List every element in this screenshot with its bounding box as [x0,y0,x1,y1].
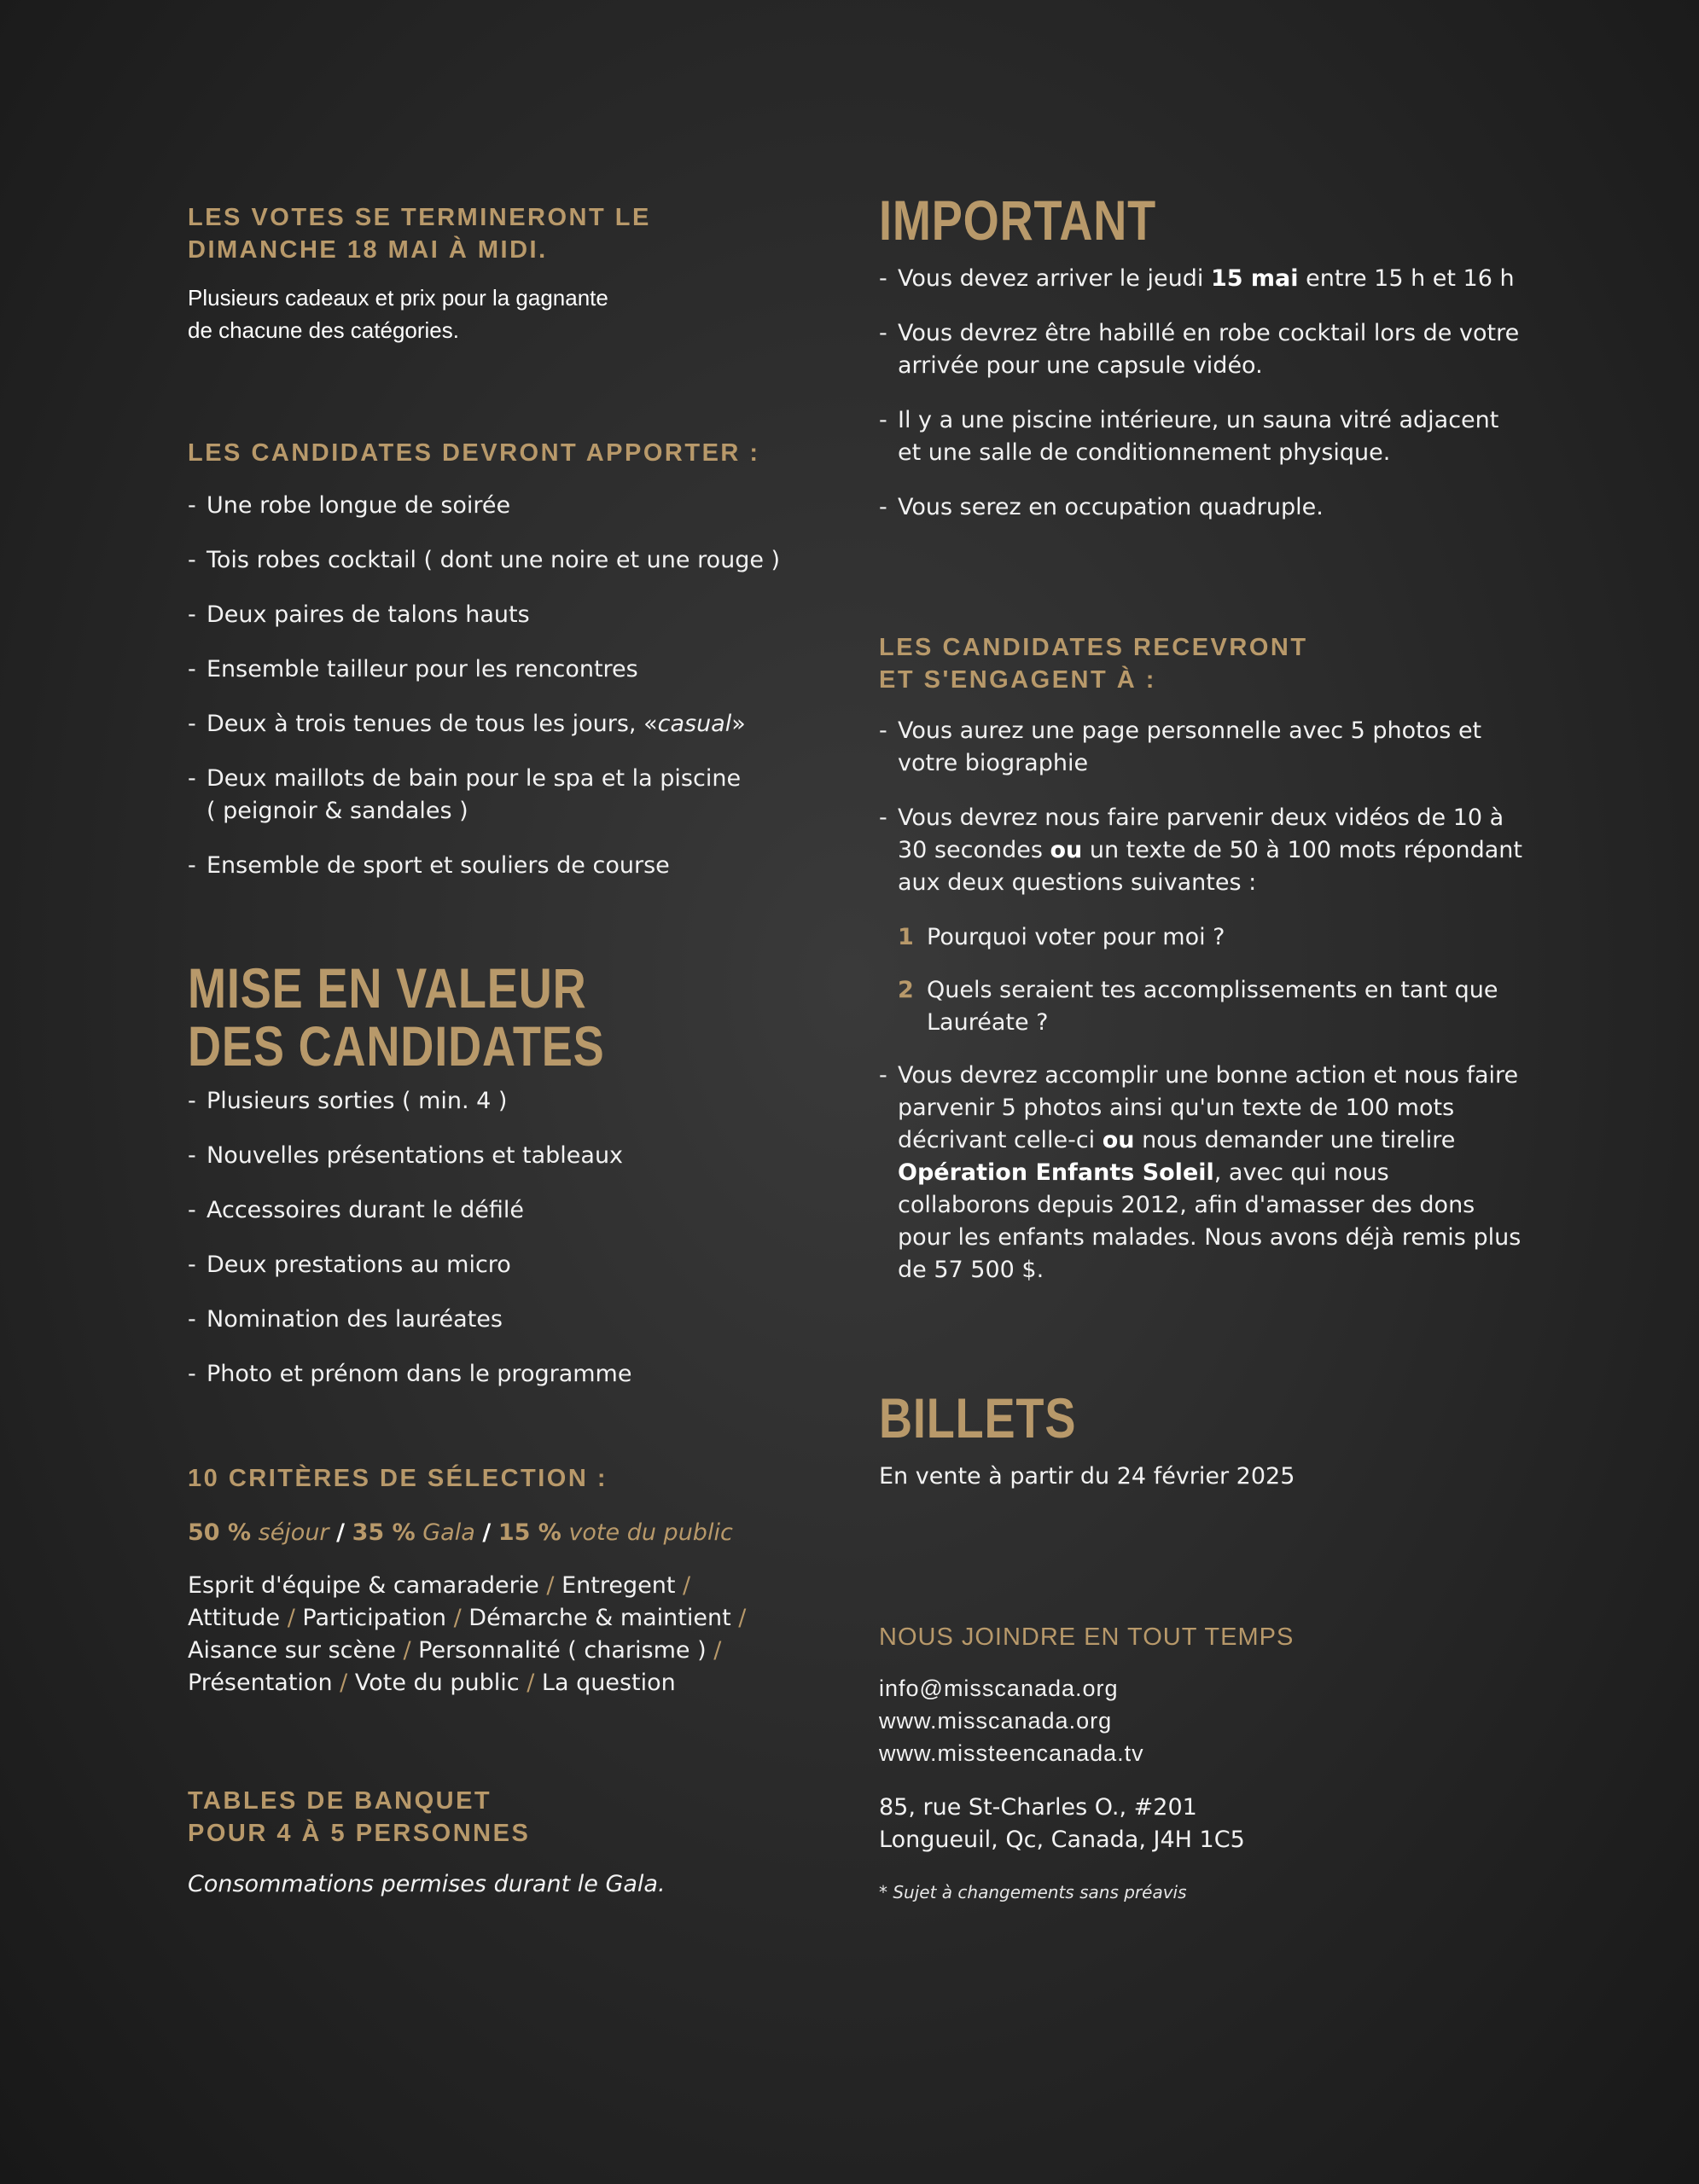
bring-list [188,490,819,882]
votes-text: Plusieurs cadeaux et prix pour la gagnante de chacune des catégories. [188,285,608,343]
tables-heading: TABLES DE BANQUET POUR 4 À 5 PERSONNES [188,1787,531,1847]
list-item: - Deux paires de talons hauts [188,599,819,631]
showcase-heading: MISE EN VALEUR DES CANDIDATES [188,956,605,1077]
list-item: - Vous devez arriver le jeudi 15 mai entre 15 h et 16 h [879,263,1527,295]
list-item: - Ensemble tailleur pour les rencontres [188,653,819,686]
list-item: - Vous serez en occupation quadruple. [879,491,1527,524]
list-item: - Il y a une piscine intérieure, un sauna vitré adjacent et une salle de conditionnement physique. [879,404,1527,469]
list-item: - Plusieurs sorties ( min. 4 ) [188,1085,819,1118]
tickets-text: En vente à partir du 24 février 2025 [879,1463,1295,1490]
list-item: - Deux à trois tenues de tous les jours, «casual» [188,708,819,741]
address: 85, rue St-Charles O., #201 Longueuil, Qc, Canada, J4H 1C5 [879,1794,1245,1853]
contact-links [879,1672,1527,1769]
right-column [879,191,1527,1902]
contact-heading: NOUS JOINDRE EN TOUT TEMPS [879,1623,1295,1651]
criteria-list: Esprit d'équipe & camaraderie / Entregent / Attitude / Participation / Démarche & maintient / Aisance sur scène / Personnalité ( charisme ) / Présentation / Vote du public / La question [188,1572,747,1696]
list-item: 1 Pourquoi voter pour moi ? [898,924,1225,950]
list-item: - Nouvelles présentations et tableaux [188,1140,819,1172]
list-item: - Tois robes cocktail ( dont une noire et une rouge ) [188,544,819,577]
email-link[interactable]: info@misscanada.org [879,1676,1119,1701]
list-item: - Accessoires durant le défilé [188,1194,819,1227]
showcase-list [188,1085,819,1391]
questions-list [898,921,1527,1039]
list-item: - Vous devrez être habillé en robe cocktail lors de votre arrivée pour une capsule vidéo. [879,317,1527,382]
criteria-weights: 50 % séjour / 35 % Gala / 15 % vote du public [188,1519,733,1546]
votes-heading: LES VOTES SE TERMINERONT LE DIMANCHE 18 MAI À MIDI. [188,204,651,264]
receive-heading: LES CANDIDATES RECEVRONT ET S'ENGAGENT À : [879,634,1308,694]
important-list [879,263,1527,524]
tickets-heading: BILLETS [879,1386,1077,1449]
website-link[interactable]: www.misscanada.org [879,1708,1113,1734]
list-item: - Deux prestations au micro [188,1249,819,1281]
criteria-heading: 10 CRITÈRES DE SÉLECTION : [188,1465,608,1492]
list-item: 2 Quels seraient tes accomplissements en tant que Lauréate ? [898,977,1498,1036]
list-item: - Une robe longue de soirée [188,490,819,522]
disclaimer-note: * Sujet à changements sans préavis [879,1882,1187,1902]
website-link-teen[interactable]: www.missteencanada.tv [879,1740,1144,1766]
list-item: - Nomination des lauréates [188,1304,819,1336]
list-item: - Vous devrez nous faire parvenir deux vidéos de 10 à 30 secondes ou un texte de 50 à 100 mots répondant aux deux questions suivantes : [879,802,1527,899]
list-item: - Photo et prénom dans le programme [188,1358,819,1391]
list-item: - Deux maillots de bain pour le spa et la piscine ( peignoir & sandales ) [188,763,819,828]
receive-list-2 [879,1060,1527,1287]
left-column [188,201,819,1901]
list-item: - Ensemble de sport et souliers de course [188,850,819,882]
list-item: - Vous aurez une page personnelle avec 5 photos et votre biographie [879,715,1527,780]
bring-heading: LES CANDIDATES DEVRONT APPORTER : [188,439,760,467]
tables-text: Consommations permises durant le Gala. [188,1871,666,1897]
list-item: - Vous devrez accomplir une bonne action et nous faire parvenir 5 photos ainsi qu'un texte de 100 mots décrivant celle-ci ou nous demander une tirelire Opération Enfants Soleil, avec qui nous collaborons depuis 2012, afin d'amasser des dons pour les enfants malades. Nous avons déjà remis plus de 57 500 $. [879,1060,1527,1287]
receive-list [879,715,1527,899]
important-heading: IMPORTANT [879,189,1157,252]
